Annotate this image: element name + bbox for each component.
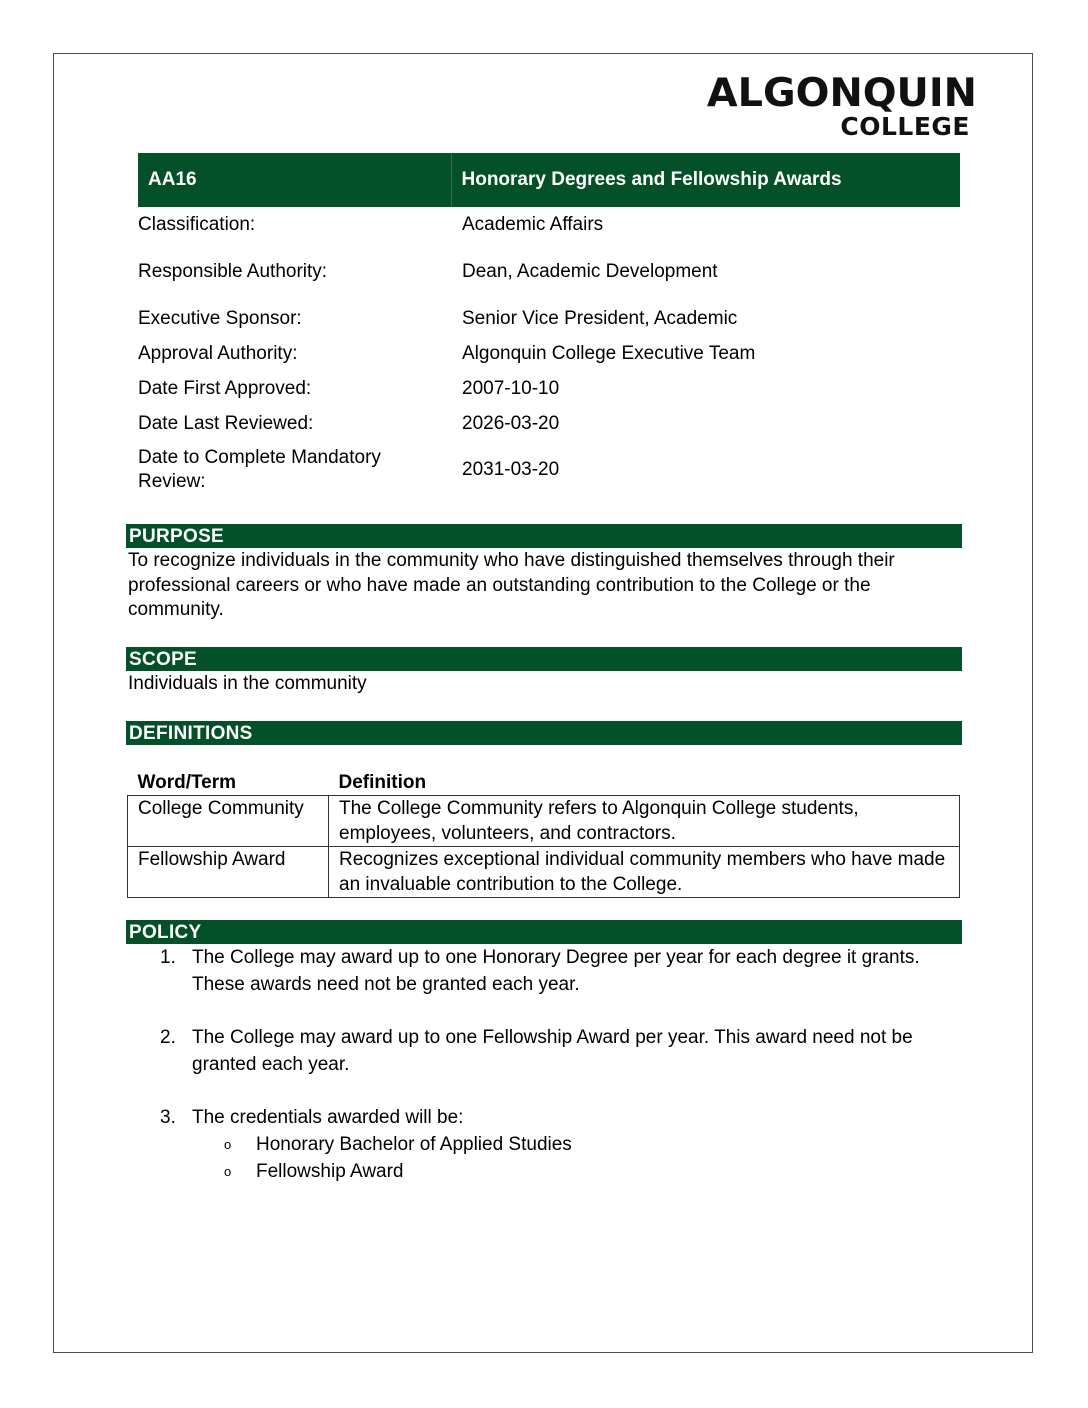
meta-value: Academic Affairs [462,214,604,235]
column-header-term: Word/Term [137,772,237,793]
logo-line-2: COLLEGE [840,112,970,141]
meta-label: Classification: [138,214,256,235]
definition-cell: The College Community refers to Algonquin College students, employees, volunteers, and contractors. [329,796,960,847]
policy-heading: POLICY [126,920,962,944]
meta-value: Dean, Academic Development [462,261,718,282]
meta-row-approval-authority [138,336,960,371]
definitions-header-row [128,770,960,796]
meta-row-executive-sponsor [138,301,960,336]
meta-value: Algonquin College Executive Team [462,342,756,364]
meta-label: Approval Authority: [138,342,298,364]
meta-row-date-first-approved [138,371,960,406]
meta-row-date-mandatory-review [138,441,960,499]
credential-list-item [192,1158,958,1185]
credential-list-item [192,1131,958,1158]
meta-value: 2026-03-20 [462,412,560,434]
term-cell: Fellowship Award [128,847,329,898]
meta-value: 2031-03-20 [462,459,560,480]
policy-header-table [138,153,960,499]
algonquin-college-logo [706,71,977,141]
policy-item [128,1024,958,1078]
policy-item-number: 1. [160,947,176,968]
policy-item [128,944,958,998]
policy-title-row [138,153,960,207]
purpose-heading: PURPOSE [126,524,962,548]
logo-line-1: ALGONQUIN [706,71,977,116]
meta-label: Responsible Authority: [138,261,328,282]
circle-bullet-icon: o [224,1137,232,1152]
scope-heading: SCOPE [126,647,962,671]
policy-item-number: 2. [160,1027,176,1048]
definitions-table [127,770,960,898]
policy-list [128,944,958,1185]
policy-item-text: The College may award up to one Honorary Degree per year for each degree it grants. These awards need not be granted each year. [192,947,920,995]
column-header-definition: Definition [338,772,427,793]
policy-item-text: The credentials awarded will be: [192,1107,464,1128]
meta-row-classification [138,207,960,243]
meta-label: Date Last Reviewed: [138,412,314,434]
policy-title: Honorary Degrees and Fellowship Awards [451,153,960,207]
meta-label: Date First Approved: [138,377,312,399]
circle-bullet-icon: o [224,1164,232,1179]
term-cell: College Community [128,796,329,847]
meta-value: Senior Vice President, Academic [462,307,738,329]
scope-text: Individuals in the community [128,673,367,694]
policy-item-number: 3. [160,1107,176,1128]
table-row [128,847,960,898]
meta-label: Executive Sponsor: [138,307,302,329]
definition-cell: Recognizes exceptional individual community members who have made an invaluable contribution to the College. [329,847,960,898]
meta-row-date-last-reviewed [138,406,960,441]
credential-text: Fellowship Award [256,1161,404,1182]
policy-item [128,1104,958,1185]
policy-code: AA16 [138,153,451,207]
meta-label: Date to Complete Mandatory Review: [138,447,381,492]
meta-value: 2007-10-10 [462,377,560,399]
definitions-heading: DEFINITIONS [126,721,962,745]
credential-text: Honorary Bachelor of Applied Studies [256,1134,572,1155]
purpose-text: To recognize individuals in the community who have distinguished themselves through their professional careers or who have made an outstanding contribution to the College or the community. [128,550,895,620]
table-row [128,796,960,847]
policy-item-text: The College may award up to one Fellowship Award per year. This award need not be granted each year. [192,1027,913,1075]
meta-row-responsible-authority [138,243,960,301]
